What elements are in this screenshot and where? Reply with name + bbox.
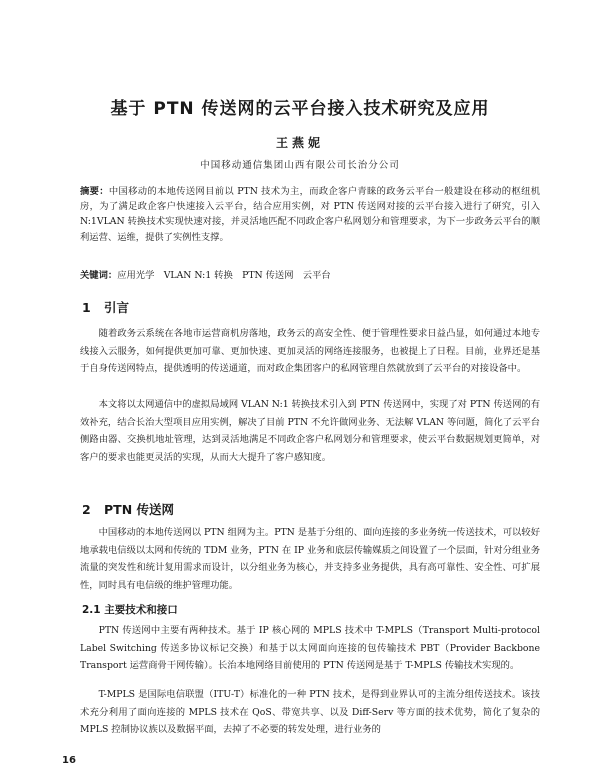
section-2-1-paragraph-2: T-MPLS 是国际电信联盟（ITU-T）标准化的一种 PTN 技术，是得到业界认可的主流分组传送技术。该技术充分利用了面向连接的 MPLS 技术在 QoS、带宽共享、以及 Diff-Serv 等方面的技术优势，简化了复杂的 MPLS 控制协议族以及数据平面，去掉了不必要的转发处理，进行业务的 [80, 689, 540, 736]
abstract-label: 摘要： [80, 186, 109, 197]
section-1-number: 1 [82, 300, 91, 315]
abstract-text: 中国移动的本地传送网目前以 PTN 技术为主，而政企客户青睐的政务云平台一般建设在移动的枢纽机房，为了满足政企客户快速接入云平台，结合应用实例，对 PTN 传送网对接的云平台接入进行了研究，引入 N:1VLAN 转换技术实现快速对接，并灵活地匹配不同政企客户私网划分和管理要求，为下一步政务云平台的顺利运营、运维，提供了实例性支撑。 [80, 186, 540, 243]
section-2-1-paragraph-1: PTN 传送网中主要有两种技术。基于 IP 核心网的 MPLS 技术中 T-MPLS（Transport Multi-protocol Label Switching 传送多协议标记交换）和基于以太网面向连接的包传输技术 PBT（Provider Backbone Transport 运营商骨干网传输）。长治本地网络目前使用的 PTN 传送网是基于 T-MPLS 传输技术实现的。 [80, 625, 540, 672]
keywords-label: 关键词： [80, 270, 118, 281]
section-2-number: 2 [82, 502, 91, 517]
section-2-paragraph-1: 中国移动的本地传送网以 PTN 组网为主。PTN 是基于分组的、面向连接的多业务统一传送技术，可以较好地承载电信级以太网和传统的 TDM 业务，PTN 在 IP 业务和底层传输媒质之间设置了一个层面，针对分组业务流量的突发性和统计复用需求而设计，以分组业务为核心，并支持多业务提供，具有高可靠性、安全性、可扩展性，同时具有电信级的维护管理功能。 [80, 527, 540, 591]
section-2-1-number: 2.1 [82, 604, 101, 616]
section-1-paragraph-1: 随着政务云系统在各地市运营商机房落地，政务云的高安全性、便于管理性要求日益凸显，如何通过本地专线接入云服务，如何提供更加可靠、更加快速、更加灵活的网络连接服务，也被提上了日程。目前，业界还是基于自身传送网特点，提供透明的传送通道，而对政企集团客户的私网管理自然就放到了云平台的对接设备中。 [80, 328, 540, 375]
keywords-text: 应用光学 VLAN N:1 转换 PTN 传送网 云平台 [117, 270, 331, 281]
paper-title: 基于 PTN 传送网的云平台接入技术研究及应用 [110, 99, 490, 119]
section-2-heading [82, 500, 174, 518]
section-2-title: PTN 传送网 [104, 502, 175, 517]
section-1-heading [82, 298, 129, 316]
section-1-paragraph-2: 本文将以太网通信中的虚拟局域网 VLAN N:1 转换技术引入到 PTN 传送网中，实现了对 PTN 传送网的有效补充，结合长治大型项目应用实例，解决了目前 PTN 不允许做网业务、无法解 VLAN 等问题，简化了云平台侧路由器、交换机地址管理，达到灵活地满足不同政企客户私网划分和管理要求，使云平台数据规划更简单，对客户的要求也能更灵活的实现，从而大大提升了客户感知度。 [80, 399, 540, 463]
keywords [80, 267, 540, 281]
section-2-1-title: 主要技术和接口 [104, 604, 178, 616]
section-1-title: 引言 [104, 300, 130, 315]
affiliation: 中国移动通信集团山西有限公司长治分公司 [200, 160, 400, 171]
page-number: 16 [62, 755, 76, 766]
section-2-1-heading [82, 602, 178, 617]
abstract [80, 184, 540, 245]
author-name: 王燕妮 [275, 136, 324, 150]
